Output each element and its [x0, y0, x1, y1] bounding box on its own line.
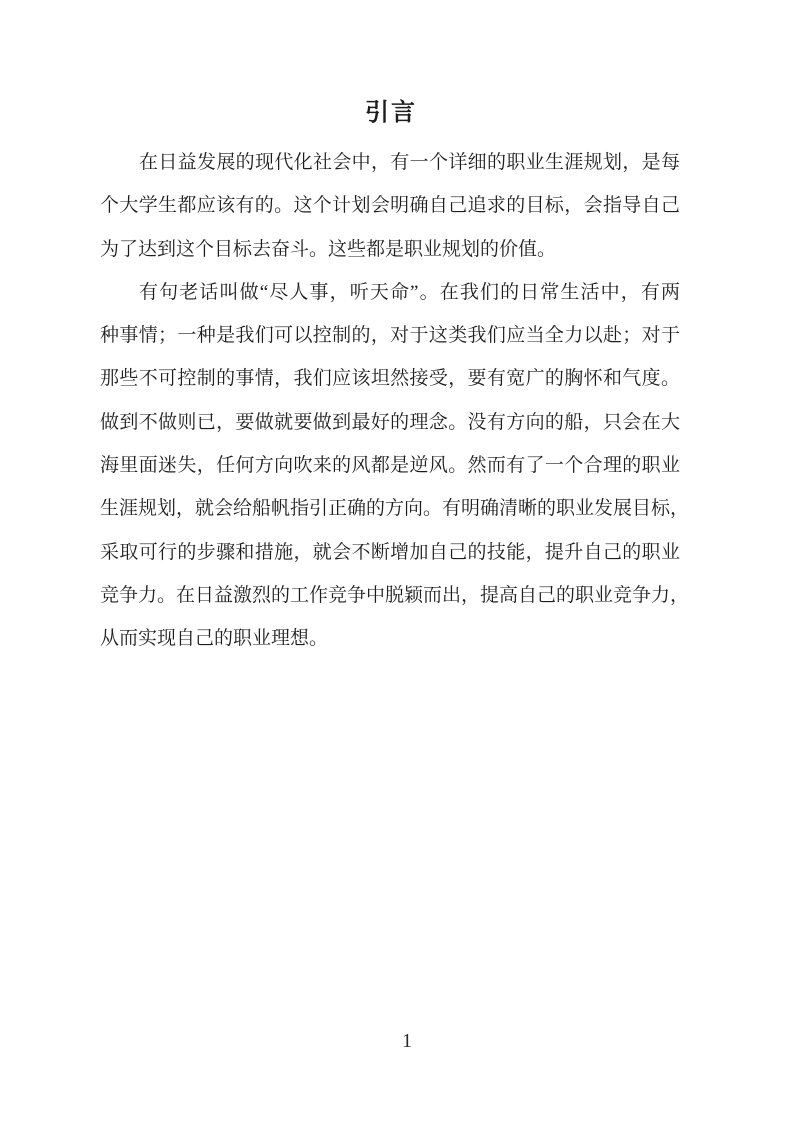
text-line: 在日益发展的现代化社会中，有一个详细的职业生涯规划，是每	[139, 152, 680, 173]
document-body	[100, 141, 690, 661]
text-line: 有句老话叫做“尽人事，听天命”。在我们的日常生活中，有两	[139, 281, 680, 303]
paragraph	[100, 271, 690, 661]
text-line: 采取可行的步骤和措施，就会不断增加自己的技能，提升自己的职业	[100, 541, 680, 563]
document-title: 引言	[365, 100, 417, 126]
text-line: 个大学生都应该有的。这个计划会明确自己追求的目标，会指导自己	[100, 195, 680, 217]
text-line: 为了达到这个目标去奋斗。这些都是职业规划的价值。	[100, 238, 557, 260]
text-line: 种事情；一种是我们可以控制的，对于这类我们应当全力以赴；对于	[100, 325, 680, 347]
text-line: 从而实现自己的职业理想。	[100, 628, 329, 650]
text-line: 竞争力。在日益激烈的工作竞争中脱颖而出，提高自己的职业竞争力，	[100, 584, 690, 606]
text-line: 那些不可控制的事情，我们应该坦然接受，要有宽广的胸怀和气度。	[100, 368, 680, 390]
page-number: 1	[402, 1030, 412, 1052]
text-line: 生涯规划，就会给船帆指引正确的方向。有明确清晰的职业发展目标，	[100, 498, 690, 520]
paragraph	[100, 141, 680, 271]
text-line: 做到不做则已，要做就要做到最好的理念。没有方向的船，只会在大	[100, 411, 680, 433]
text-line: 海里面迷失，任何方向吹来的风都是逆风。然而有了一个合理的职业	[100, 455, 680, 477]
